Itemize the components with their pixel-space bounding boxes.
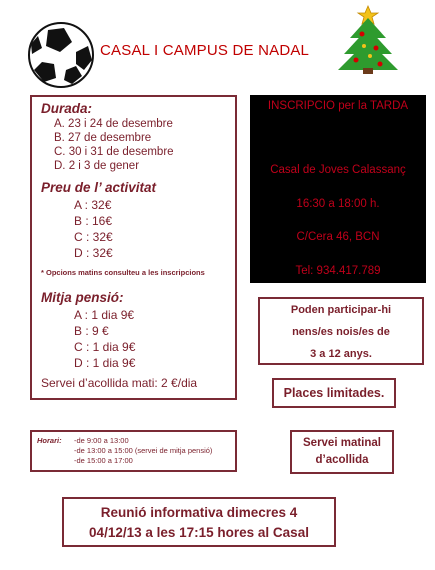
- participants-line-1: Poden participar-hi: [290, 304, 392, 316]
- preu-item-d: D : 32€: [74, 246, 113, 260]
- meeting-line-1: Reunió informativa dimecres 4: [100, 505, 298, 520]
- preu-item-c: C : 32€: [74, 230, 113, 244]
- inscription-place: Casal de Joves Calassanç: [270, 164, 406, 176]
- soccer-ball-icon: [26, 20, 96, 90]
- mitja-item-d: D : 1 dia 9€: [74, 356, 136, 370]
- inscription-phone: Tel: 934.417.789: [295, 265, 381, 277]
- preu-item-b: B : 16€: [74, 214, 113, 228]
- durada-item-b: B. 27 de desembre: [54, 132, 152, 144]
- participants-box: [258, 297, 424, 365]
- preu-item-a: A : 32€: [74, 198, 112, 212]
- page-title: CASAL I CAMPUS DE NADAL: [100, 42, 310, 59]
- meeting-line-2: 04/12/13 a les 17:15 hores al Casal: [89, 525, 309, 540]
- morning-service-line-2: d’acollida: [315, 454, 369, 466]
- participants-line-2: nens/es nois/es de: [292, 326, 390, 338]
- mitja-title: Mitja pensió:: [41, 290, 124, 305]
- limited-places-text: Places limitades.: [283, 386, 385, 400]
- acollida-price: Servei d’acollida mati: 2 €/dia: [41, 376, 198, 390]
- preu-note: * Opcions matins consulteu a les inscripcions: [41, 268, 205, 277]
- mitja-item-c: C : 1 dia 9€: [74, 340, 136, 354]
- participants-line-3: 3 a 12 anys.: [310, 348, 372, 360]
- christmas-tree-icon: [332, 4, 404, 76]
- morning-service-box: [290, 430, 394, 474]
- mitja-item-b: B : 9 €: [74, 324, 109, 338]
- meeting-box: [62, 497, 336, 547]
- mitja-item-a: A : 1 dia 9€: [74, 308, 135, 322]
- preu-title: Preu de l’ activitat: [41, 180, 157, 195]
- schedule-label: Horari:: [37, 436, 62, 445]
- schedule-item-3: -de 15:00 a 17:00: [74, 456, 133, 465]
- schedule-item-1: -de 9:00 a 13:00: [74, 436, 129, 445]
- durada-item-c: C. 30 i 31 de desembre: [54, 146, 174, 158]
- inscription-address: C/Cera 46, BCN: [296, 231, 380, 243]
- schedule-item-2: -de 13:00 a 15:00 (servei de mitja pensió): [74, 446, 213, 455]
- limited-places-box: [272, 378, 396, 408]
- activity-info-box: [30, 95, 237, 400]
- inscription-hours: 16:30 a 18:00 h.: [296, 198, 380, 210]
- durada-item-d: D. 2 i 3 de gener: [54, 160, 140, 172]
- durada-item-a: A. 23 i 24 de desembre: [54, 118, 173, 130]
- durada-title: Durada:: [41, 101, 93, 116]
- schedule-box: [30, 430, 237, 472]
- morning-service-line-1: Servei matinal: [303, 437, 381, 449]
- inscription-title: INSCRIPCIO per la TARDA: [267, 100, 409, 112]
- inscription-box: [250, 95, 426, 283]
